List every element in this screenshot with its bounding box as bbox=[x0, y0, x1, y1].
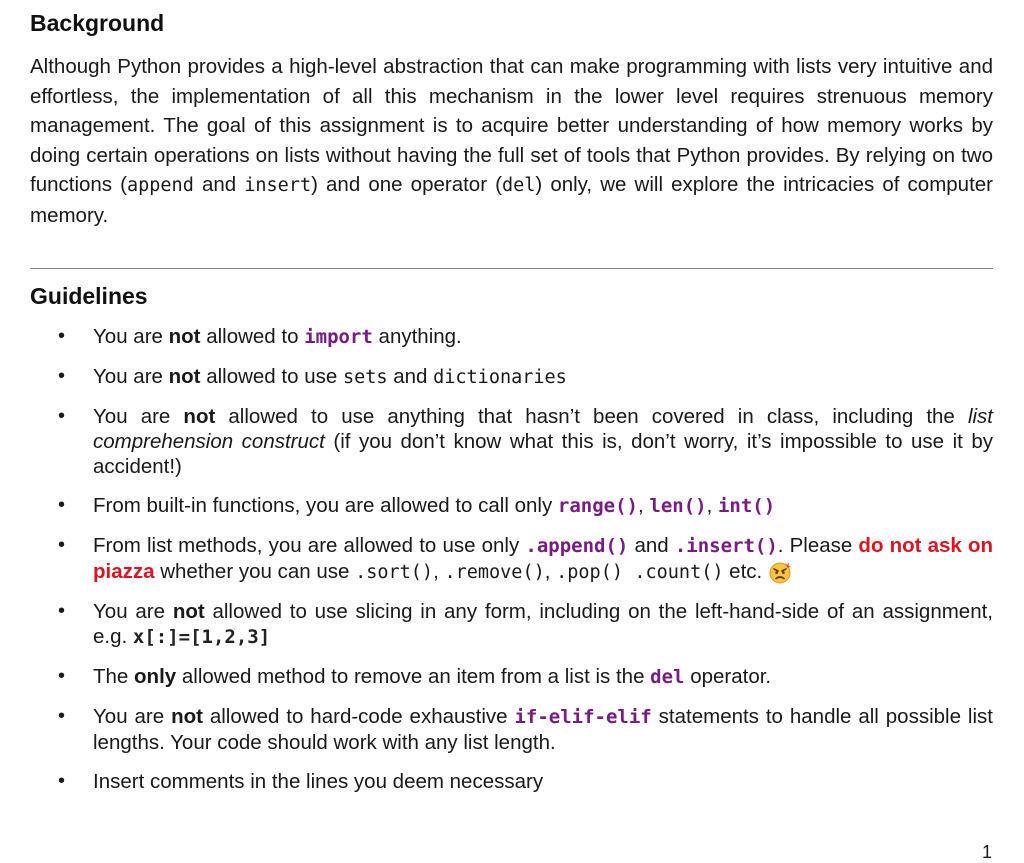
bullet-icon: • bbox=[58, 534, 66, 556]
text: , bbox=[544, 560, 557, 583]
text: Insert comments in the lines you deem necessary bbox=[93, 770, 544, 793]
text: The bbox=[93, 665, 135, 688]
text: . Please bbox=[777, 534, 859, 557]
list-item bbox=[30, 533, 993, 585]
text: You are bbox=[93, 325, 169, 348]
code-sort: .sort() bbox=[355, 562, 434, 583]
emphasis-not: not bbox=[172, 600, 205, 623]
code-del-operator: del bbox=[650, 666, 685, 688]
bullet-icon: • bbox=[58, 365, 66, 387]
code-insert: insert bbox=[244, 175, 312, 196]
code-sets: sets bbox=[342, 367, 388, 388]
bullet-icon: • bbox=[58, 600, 66, 622]
list-item bbox=[30, 664, 993, 690]
list-item bbox=[30, 769, 993, 794]
text: statements to handle all possible list lengths. Your code should work with any list length. bbox=[93, 705, 993, 754]
background-text-and: and bbox=[193, 173, 245, 196]
background-heading: Background bbox=[30, 10, 165, 36]
background-paragraph bbox=[30, 52, 993, 230]
bullet-icon: • bbox=[58, 665, 66, 687]
bullet-icon: • bbox=[58, 770, 66, 792]
text: (if you don’t know what this is, don’t worry, it’s impossible to use it by accident!) bbox=[93, 430, 993, 478]
text: operator. bbox=[684, 665, 772, 688]
section-divider bbox=[30, 268, 993, 269]
code-import: import bbox=[304, 326, 373, 348]
code-len: len() bbox=[649, 495, 707, 517]
list-item bbox=[30, 704, 993, 755]
bullet-icon: • bbox=[58, 494, 66, 516]
text: etc. bbox=[723, 560, 763, 583]
text: You are bbox=[93, 405, 184, 428]
text: You are bbox=[93, 600, 173, 623]
list-item bbox=[30, 324, 993, 350]
code-range: range() bbox=[557, 495, 638, 517]
text: allowed method to remove an item from a list is the bbox=[176, 665, 651, 688]
text: allowed to hard-code exhaustive bbox=[202, 705, 515, 728]
guidelines-heading: Guidelines bbox=[30, 283, 148, 309]
warning-text: do not ask on piazza bbox=[93, 534, 993, 583]
code-dictionaries: dictionaries bbox=[433, 367, 567, 388]
text: From built-in functions, you are allowed to call only bbox=[93, 494, 558, 517]
text: You are bbox=[93, 365, 169, 388]
list-item bbox=[30, 493, 993, 519]
guidelines-list bbox=[30, 324, 993, 808]
code-append-method: .append() bbox=[525, 535, 629, 557]
angry-face-icon bbox=[768, 560, 792, 584]
bullet-icon: • bbox=[58, 705, 66, 727]
text: , bbox=[637, 494, 650, 517]
italic-term: list comprehension construct bbox=[93, 405, 993, 453]
code-del: del bbox=[501, 175, 536, 196]
background-text-1: Although Python provides a high-level abstraction that can make programming with lists very intuitive and effortless, the implementation of all this mechanism in the lower level requires strenuous memory management. The goal of this assignment is to acquire better understanding of how memory works by doing certain operations on lists without having the full set of tools that Python provides. By relying on two functions ( bbox=[30, 55, 993, 196]
text: anything. bbox=[372, 325, 462, 348]
page-number: 1 bbox=[981, 842, 992, 862]
text: allowed to bbox=[200, 325, 305, 348]
bullet-icon: • bbox=[58, 405, 66, 427]
bullet-icon: • bbox=[58, 325, 66, 347]
code-int: int() bbox=[717, 495, 776, 517]
code-pop: .pop() bbox=[556, 562, 623, 583]
emphasis-not: not bbox=[168, 325, 201, 348]
list-item bbox=[30, 364, 993, 390]
code-append: append bbox=[127, 175, 194, 196]
text: and bbox=[387, 365, 434, 388]
text: , bbox=[706, 494, 718, 517]
text: allowed to use bbox=[200, 365, 343, 388]
emphasis-not: not bbox=[183, 405, 216, 428]
code-slice-example: x[:]=[1,2,3] bbox=[132, 626, 271, 648]
code-insert-method: .insert() bbox=[674, 535, 778, 557]
code-count: .count() bbox=[634, 562, 724, 583]
text: From list methods, you are allowed to use only bbox=[93, 534, 526, 557]
background-text-2: ) and one operator ( bbox=[311, 173, 502, 196]
text: You are bbox=[93, 705, 172, 728]
text bbox=[623, 560, 634, 583]
list-item bbox=[30, 599, 993, 650]
text: allowed to use anything that hasn’t been covered in class, including the bbox=[215, 405, 968, 428]
emphasis-not: not bbox=[168, 365, 201, 388]
text: and bbox=[628, 534, 675, 557]
list-item bbox=[30, 404, 993, 479]
code-if-elif: if-elif-elif bbox=[514, 706, 652, 728]
text: whether you can use bbox=[154, 560, 356, 583]
text: , bbox=[433, 560, 445, 583]
background-text-3: ) only, we will explore the intricacies of computer memory. bbox=[30, 173, 993, 227]
text: allowed to use slicing in any form, including on the left-hand-side of an assignment, e.g. bbox=[93, 600, 993, 648]
code-remove: .remove() bbox=[444, 562, 545, 583]
emphasis-only: only bbox=[134, 665, 177, 688]
emphasis-not: not bbox=[171, 705, 203, 728]
